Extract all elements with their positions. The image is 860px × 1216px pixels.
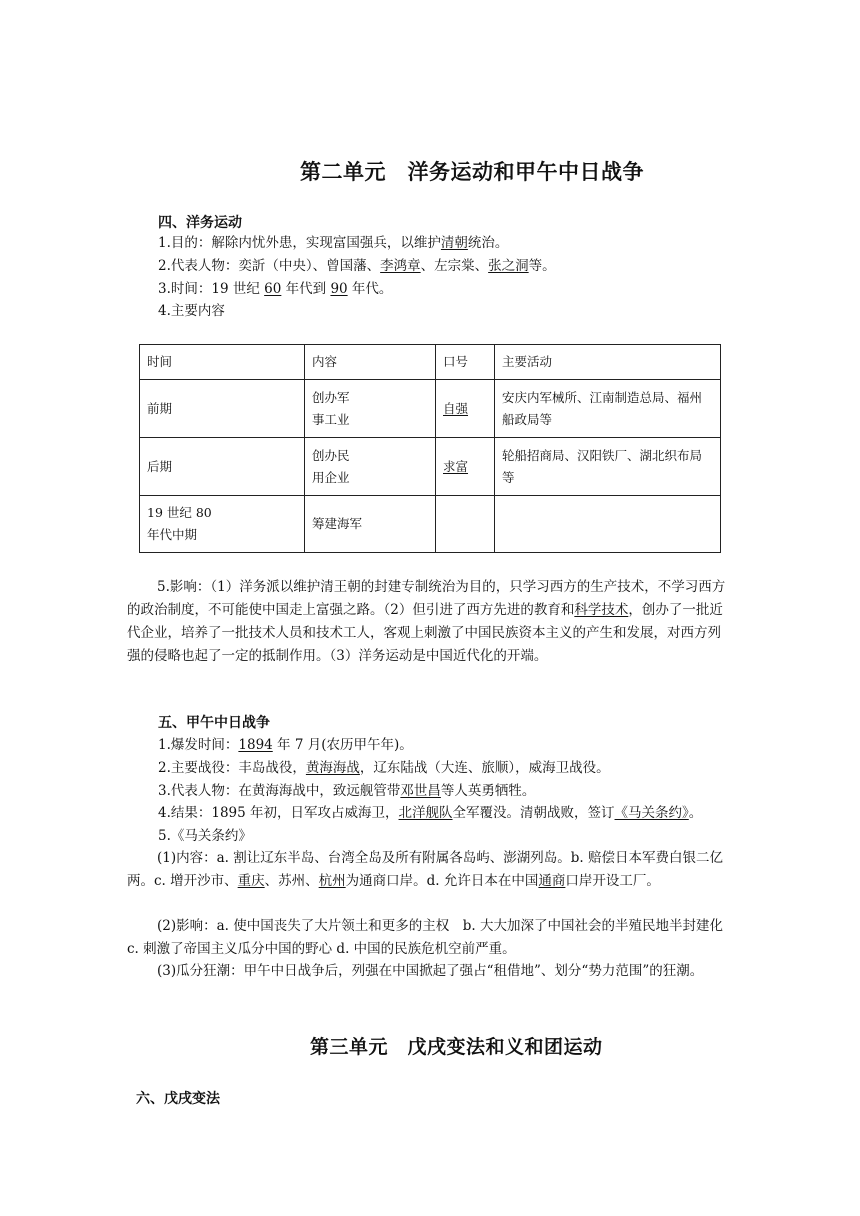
sec4-impact: 5.影响：（1）洋务派以维护清王朝的封建专制统治为目的，只学习西方的生产技术，不学习西方的政治制度，不可能使中国走上富强之路。（2）但引进了西方先进的教育和科学技术，创办了一批近代企业，培养了一批技术人员和技术工人，客观上刺激了中国民族资本主义的产生和发展，对西方列强的侵略也起了一定的抵制作用。（3）洋务运动是中国近代化的开端。 [127, 579, 726, 664]
cell-activity [495, 496, 721, 553]
header-slogan: 口号 [436, 345, 495, 380]
cell-content: 筹建海军 [305, 496, 436, 553]
cell-content: 创办军 事工业 [305, 380, 436, 438]
cell-slogan [436, 496, 495, 553]
unit2-title: 第二单元 洋务运动和甲午中日战争 [300, 160, 644, 184]
yangwu-table [139, 344, 721, 553]
sec4-line2: 2.代表人物：奕訢（中央）、曾国藩、李鸿章、左宗棠、张之洞等。 [158, 258, 556, 274]
table-row [140, 496, 721, 553]
treaty-content: (1)内容：a. 割让辽东半岛、台湾全岛及所有附属各岛屿、澎湖列岛。b. 赔偿日本军费白银二亿两。c. 增开沙市、重庆、苏州、杭州为通商口岸。d. 允许日本在中国通商口岸开设工厂。 [127, 850, 723, 889]
section4-heading: 四、洋务运动 [158, 215, 242, 231]
table-row [140, 380, 721, 438]
cell-time: 19 世纪 80 年代中期 [140, 496, 305, 553]
sec5-line2: 2.主要战役：丰岛战役，黄海海战，辽东陆战（大连、旅顺），威海卫战役。 [158, 760, 610, 776]
sec4-line4: 4.主要内容 [158, 303, 225, 319]
section5-heading: 五、甲午中日战争 [158, 715, 270, 731]
unit3-title: 第三单元 戊戌变法和义和团运动 [310, 1036, 603, 1058]
partition-frenzy: (3)瓜分狂潮：甲午中日战争后，列强在中国掀起了强占“租借地”、划分“势力范围”的狂潮。 [157, 963, 704, 979]
header-time: 时间 [140, 345, 305, 380]
cell-slogan: 求富 [436, 438, 495, 496]
section6-heading: 六、戊戌变法 [136, 1091, 220, 1107]
sec5-line4: 4.结果：1895 年初，日军攻占威海卫，北洋舰队全军覆没。清朝战败，签订《马关条约》。 [158, 805, 703, 821]
sec5-line3: 3.代表人物：在黄海海战中，致远舰管带邓世昌等人英勇牺牲。 [158, 783, 536, 799]
sec5-line5: 5.《马关条约》 [158, 828, 252, 844]
sec4-line3: 3.时间：19 世纪 60 年代到 90 年代。 [158, 281, 393, 297]
cell-activity: 安庆内军械所、江南制造总局、福州船政局等 [495, 380, 721, 438]
cell-content: 创办民 用企业 [305, 438, 436, 496]
sec5-line1: 1.爆发时间：1894 年 7 月(农历甲午年)。 [158, 737, 413, 753]
cell-time: 前期 [140, 380, 305, 438]
cell-activity: 轮船招商局、汉阳铁厂、湖北织布局等 [495, 438, 721, 496]
cell-slogan: 自强 [436, 380, 495, 438]
cell-time: 后期 [140, 438, 305, 496]
table-row [140, 438, 721, 496]
sec4-line1: 1.目的：解除内忧外患，实现富国强兵，以维护清朝统治。 [158, 235, 509, 251]
table-header-row [140, 345, 721, 380]
header-content: 内容 [305, 345, 436, 380]
header-activity: 主要活动 [495, 345, 721, 380]
treaty-impact: (2)影响：a. 使中国丧失了大片领土和更多的主权 b. 大大加深了中国社会的半殖民地半封建化 c. 刺激了帝国主义瓜分中国的野心 d. 中国的民族危机空前严重。 [127, 918, 737, 957]
